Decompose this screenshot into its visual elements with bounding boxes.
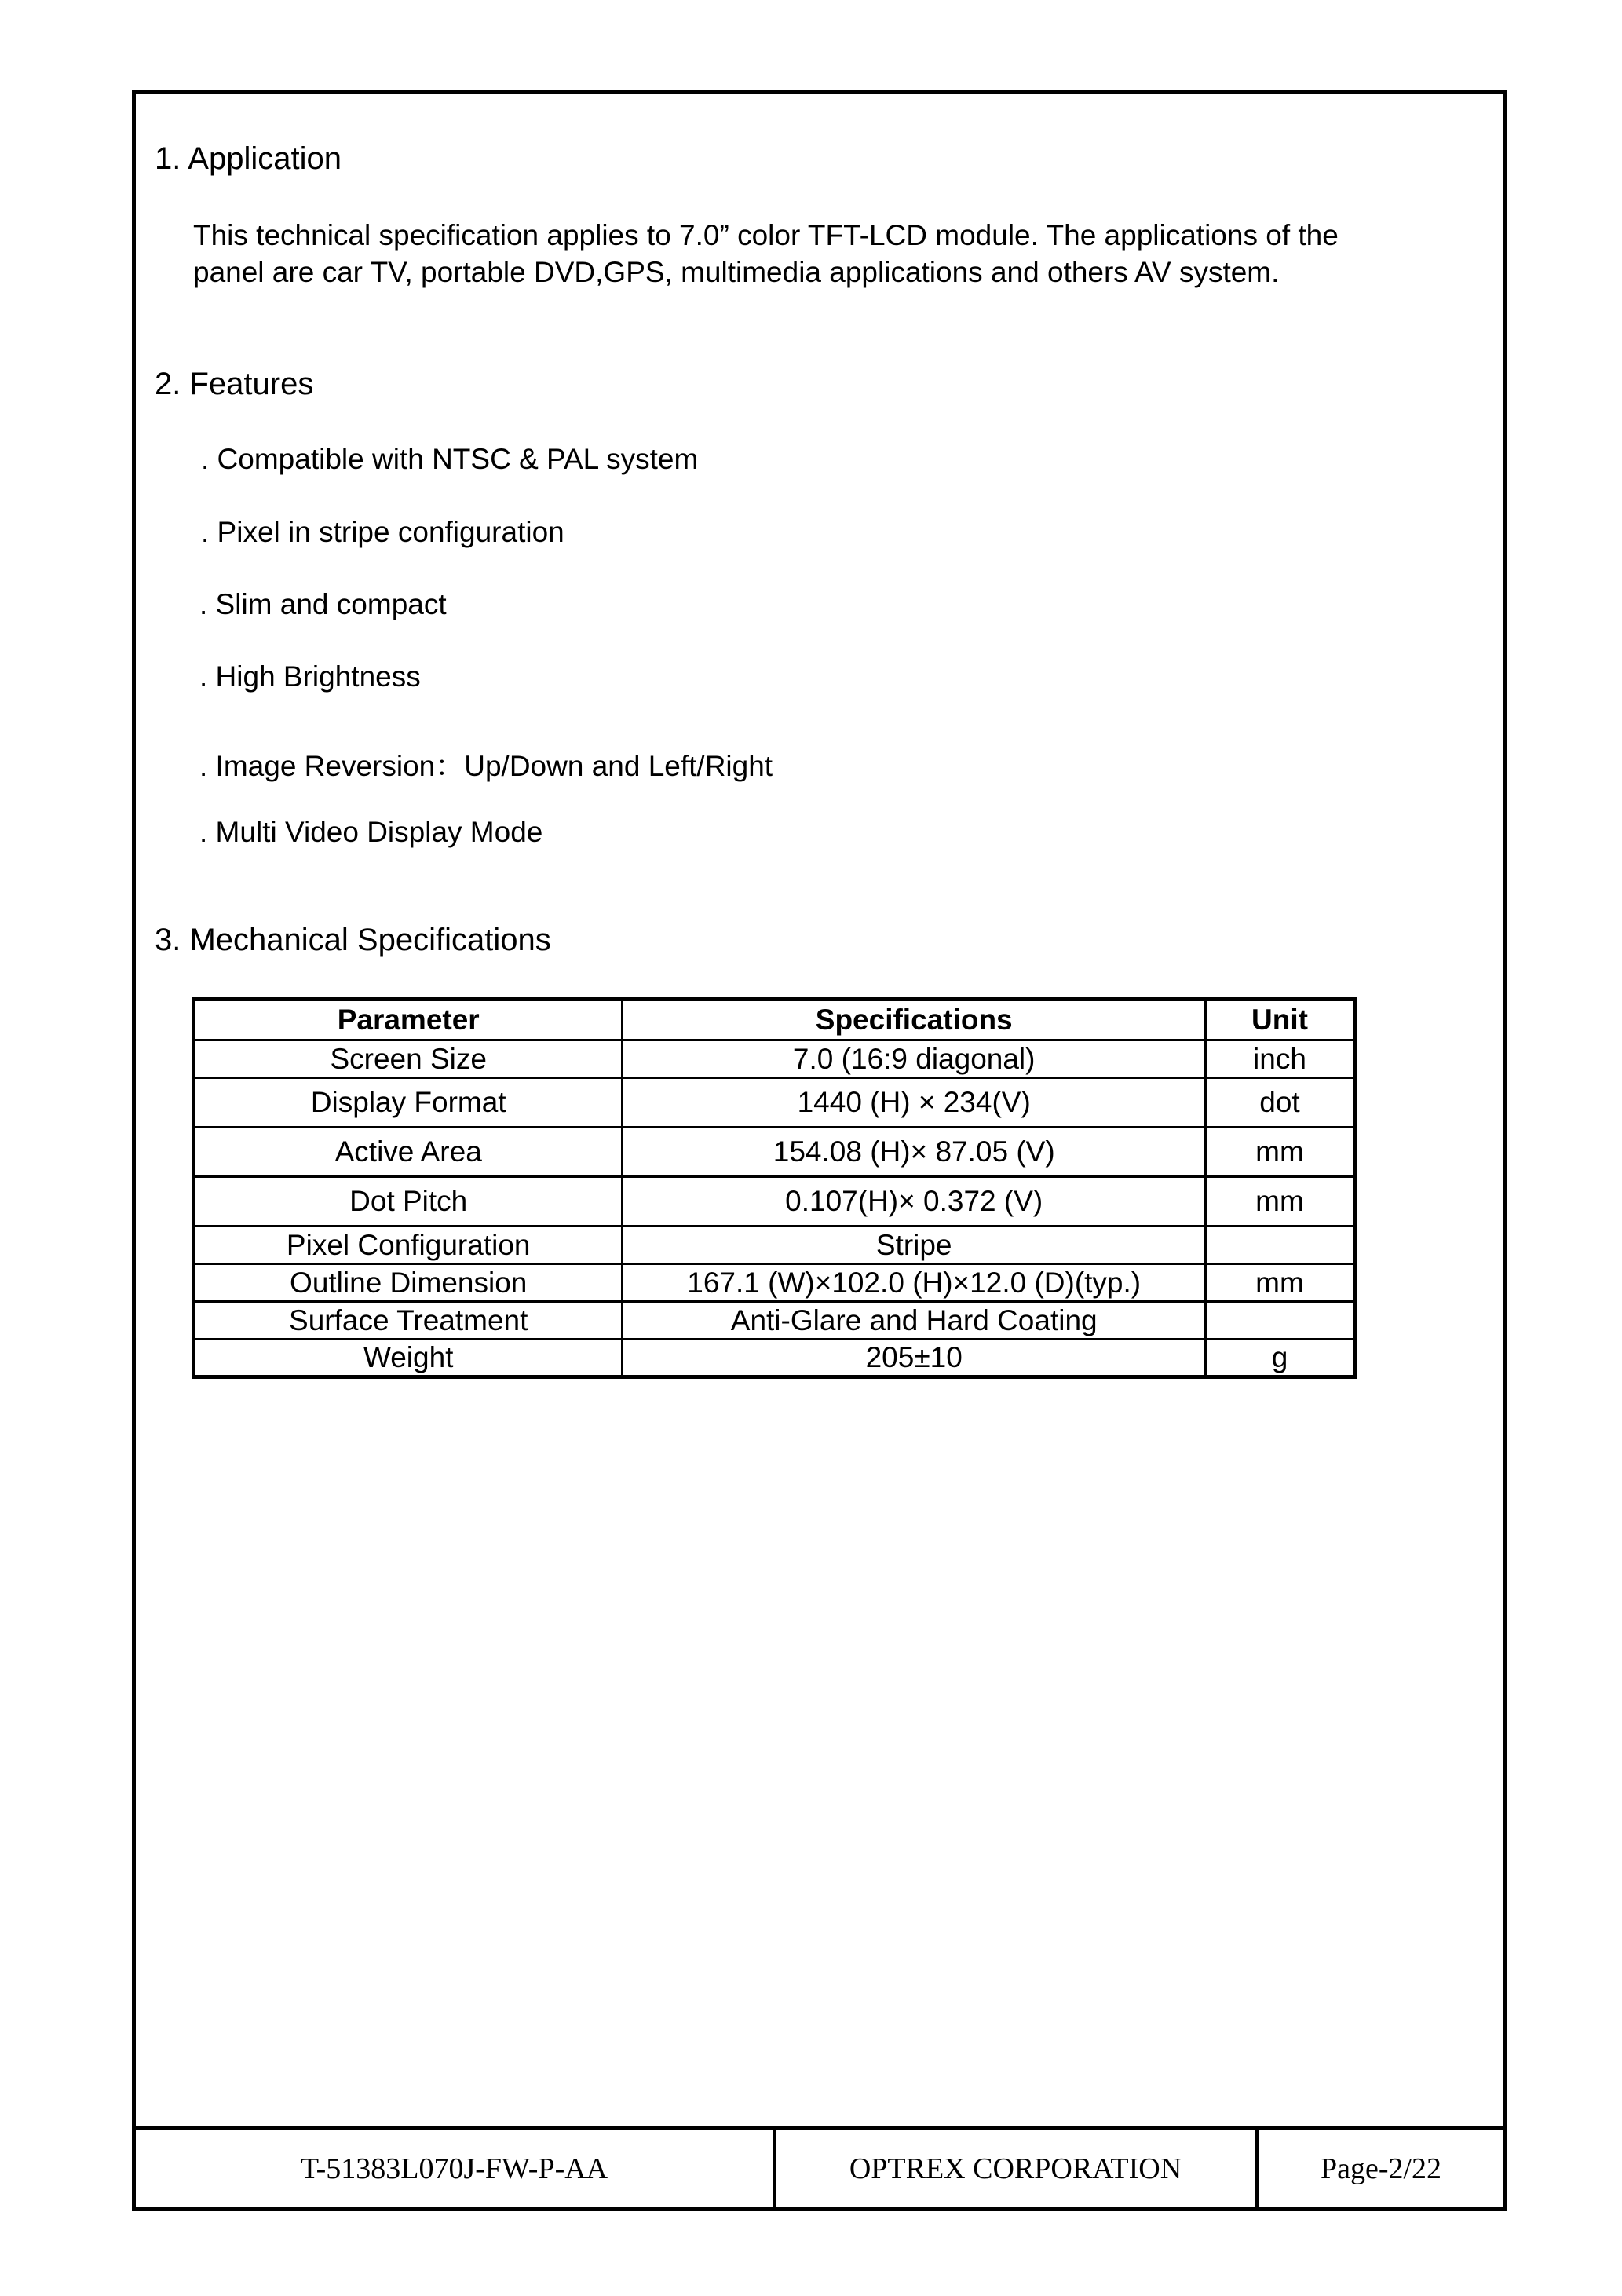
table-cell: 1440 (H) × 234(V) (623, 1078, 1206, 1128)
table-cell: mm (1205, 1128, 1354, 1177)
table-cell: Anti-Glare and Hard Coating (623, 1302, 1206, 1340)
table-cell: Weight (194, 1340, 623, 1377)
table-row (194, 1040, 1355, 1078)
table-cell: 167.1 (W)×102.0 (H)×12.0 (D)(typ.) (623, 1264, 1206, 1302)
table-cell: mm (1205, 1177, 1354, 1227)
table-header-row (194, 1000, 1355, 1040)
footer-company: OPTREX CORPORATION (776, 2130, 1259, 2207)
table-row (194, 1340, 1355, 1377)
table-cell: 205±10 (623, 1340, 1206, 1377)
table-row (194, 1264, 1355, 1302)
column-header: Specifications (623, 1000, 1206, 1040)
feature-item: . Multi Video Display Mode (199, 816, 543, 848)
feature-item: . Compatible with NTSC & PAL system (201, 443, 699, 475)
table-cell: dot (1205, 1078, 1354, 1128)
table-cell: Pixel Configuration (194, 1227, 623, 1264)
table-cell: Dot Pitch (194, 1177, 623, 1227)
table-cell: g (1205, 1340, 1354, 1377)
section-heading-mechanical: 3. Mechanical Specifications (155, 923, 551, 957)
table-cell: 154.08 (H)× 87.05 (V) (623, 1128, 1206, 1177)
table-cell: Surface Treatment (194, 1302, 623, 1340)
footer-page-number: Page-2/22 (1320, 2152, 1442, 2185)
feature-item: . Image Reversion：Up/Down and Left/Right (199, 750, 773, 782)
column-header: Parameter (194, 1000, 623, 1040)
table-row (194, 1078, 1355, 1128)
section-heading-features: 2. Features (155, 367, 314, 401)
application-text-line-2: panel are car TV, portable DVD,GPS, multimedia applications and others AV system. (193, 256, 1280, 288)
mechanical-spec-table (192, 997, 1357, 1379)
section-heading-application: 1. Application (155, 141, 342, 176)
table-cell: 7.0 (16:9 diagonal) (623, 1040, 1206, 1078)
table-cell: Display Format (194, 1078, 623, 1128)
table-cell (1205, 1302, 1354, 1340)
table-cell: 0.107(H)× 0.372 (V) (623, 1177, 1206, 1227)
table-row (194, 1227, 1355, 1264)
feature-item: . High Brightness (199, 660, 421, 693)
table-row (194, 1302, 1355, 1340)
page-footer (132, 2126, 1507, 2211)
column-header: Unit (1205, 1000, 1354, 1040)
feature-item: . Slim and compact (199, 588, 447, 620)
table-cell: Stripe (623, 1227, 1206, 1264)
table-cell: Active Area (194, 1128, 623, 1177)
table-row (194, 1128, 1355, 1177)
application-text-line-1: This technical specification applies to 7.0” color TFT-LCD module. The applications of the (193, 219, 1339, 251)
table-cell (1205, 1227, 1354, 1264)
table-cell: Outline Dimension (194, 1264, 623, 1302)
table-cell: inch (1205, 1040, 1354, 1078)
feature-item: . Pixel in stripe configuration (201, 516, 564, 548)
footer-doc-number: T-51383L070J-FW-P-AA (136, 2130, 776, 2207)
table-cell: Screen Size (194, 1040, 623, 1078)
table-row (194, 1177, 1355, 1227)
table-cell: mm (1205, 1264, 1354, 1302)
